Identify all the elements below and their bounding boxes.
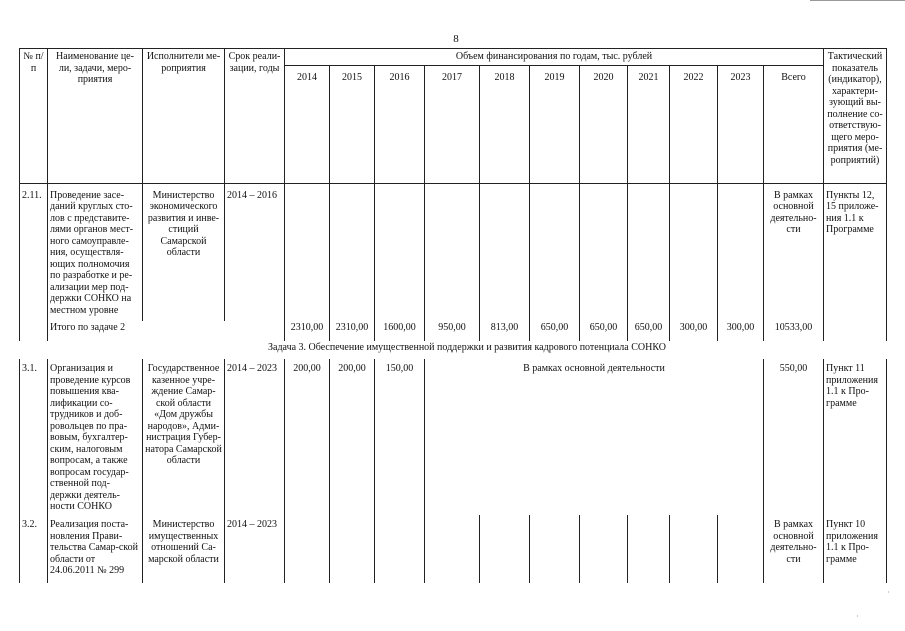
row-3-2-total: В рамках основной деятельно-сти	[764, 515, 824, 583]
page-number: 8	[453, 33, 459, 45]
subtotal-2-2021: 650,00	[628, 321, 670, 341]
financing-table	[19, 48, 887, 583]
task-3-title: Задача 3. Обеспечение имущественной поддержки и развития кадрового потенциала СОНКО	[268, 342, 666, 353]
header-executors: Исполнители ме-роприятия	[143, 49, 225, 184]
row-3-1-term: 2014 – 2023	[225, 359, 285, 515]
row-3-1-2014: 200,00	[285, 359, 330, 515]
task-3-row	[20, 341, 887, 359]
header-year-2014: 2014	[285, 65, 330, 183]
header-num: № п/п	[20, 49, 48, 184]
row-3-1-2015: 200,00	[330, 359, 375, 515]
table-row-3-2	[20, 515, 887, 583]
subtotal-2-2015: 2310,00	[330, 321, 375, 341]
row-3-1-indicator: Пункт 11 приложения 1.1 к Про-грамме	[824, 359, 887, 515]
row-3-2-num: 3.2.	[20, 515, 48, 583]
subtotal-2-2016: 1600,00	[375, 321, 425, 341]
table-row-3-1	[20, 359, 887, 515]
subtotal-2-label: Итого по задаче 2	[48, 321, 285, 341]
header-year-2017: 2017	[425, 65, 480, 183]
row-3-1-executor: Государственное казенное учре-ждение Самар-ской области «Дом дружбы народов», Адми-нистрация Губер-натора Самарской области	[143, 359, 225, 515]
subtotal-2-2022: 300,00	[670, 321, 718, 341]
row-3-1-total: 550,00	[764, 359, 824, 515]
row-2-11-total: В рамках основной деятельно-сти	[764, 183, 824, 321]
header-year-2022: 2022	[670, 65, 718, 183]
header-year-2020: 2020	[580, 65, 628, 183]
header-funding: Объем финансирования по годам, тыс. рублей	[285, 49, 824, 66]
header-name: Наименование це-ли, задачи, меро-приятия	[48, 49, 143, 184]
row-2-11-name: Проведение засе-даний круглых сто-лов с представите-лями органов мест-ного самоуправле-ния, осуществля-ющих полномочия по разработке и ре-ализации мер под-держки СОНКО на местном уровне	[48, 183, 143, 321]
header-year-2016: 2016	[375, 65, 425, 183]
row-3-2-executor: Министерство имущественных отношений Са-марской области	[143, 515, 225, 583]
row-3-1-2016: 150,00	[375, 359, 425, 515]
row-2-11-term: 2014 – 2016	[225, 183, 285, 321]
header-year-2018: 2018	[480, 65, 530, 183]
header-total: Всего	[764, 65, 824, 183]
scan-speck: ·	[856, 612, 859, 621]
row-3-1-num: 3.1.	[20, 359, 48, 515]
row-3-2-term: 2014 – 2023	[225, 515, 285, 583]
header-year-2015: 2015	[330, 65, 375, 183]
row-2-11-executor: Министерство экономического развития и инве-стиций Самарской области	[143, 183, 225, 321]
row-3-1-name: Организация и проведение курсов повышения ква-лификации со-трудников и доб-ровольцев по пра-вовым, бухгалтер-ским, налоговым вопросам, а также вопросам государ-ственной под-держки деятель-ности СОНКО	[48, 359, 143, 515]
header-year-2023: 2023	[718, 65, 764, 183]
row-3-1-span-note: В рамках основной деятельности	[425, 359, 764, 515]
header-row-1	[20, 49, 887, 66]
header-year-2021: 2021	[628, 65, 670, 183]
subtotal-2-2023: 300,00	[718, 321, 764, 341]
table-row-2-11	[20, 183, 887, 321]
header-year-2019: 2019	[530, 65, 580, 183]
subtotal-2-2019: 650,00	[530, 321, 580, 341]
row-2-11-indicator: Пункты 12, 15 приложе-ния 1.1 к Программе	[824, 183, 887, 321]
subtotal-2-2018: 813,00	[480, 321, 530, 341]
row-3-2-indicator: Пункт 10 приложения 1.1 к Про-грамме	[824, 515, 887, 583]
scan-speck: ·	[887, 588, 890, 597]
subtotal-2-total: 10533,00	[764, 321, 824, 341]
table-row-subtotal-2	[20, 321, 887, 341]
subtotal-2-2014: 2310,00	[285, 321, 330, 341]
subtotal-2-2017: 950,00	[425, 321, 480, 341]
subtotal-2-2020: 650,00	[580, 321, 628, 341]
row-2-11-num: 2.11.	[20, 183, 48, 321]
header-term: Срок реали-зации, годы	[225, 49, 285, 184]
top-edge-rule	[810, 0, 905, 1]
row-3-2-name: Реализация поста-новления Прави-тельства Самар-ской области от 24.06.2011 № 299	[48, 515, 143, 583]
header-indicator: Тактический показатель (индикатор), характери-зующий вы-полнение со-ответствую-щего меро-приятия (ме-роприятий)	[824, 49, 887, 184]
